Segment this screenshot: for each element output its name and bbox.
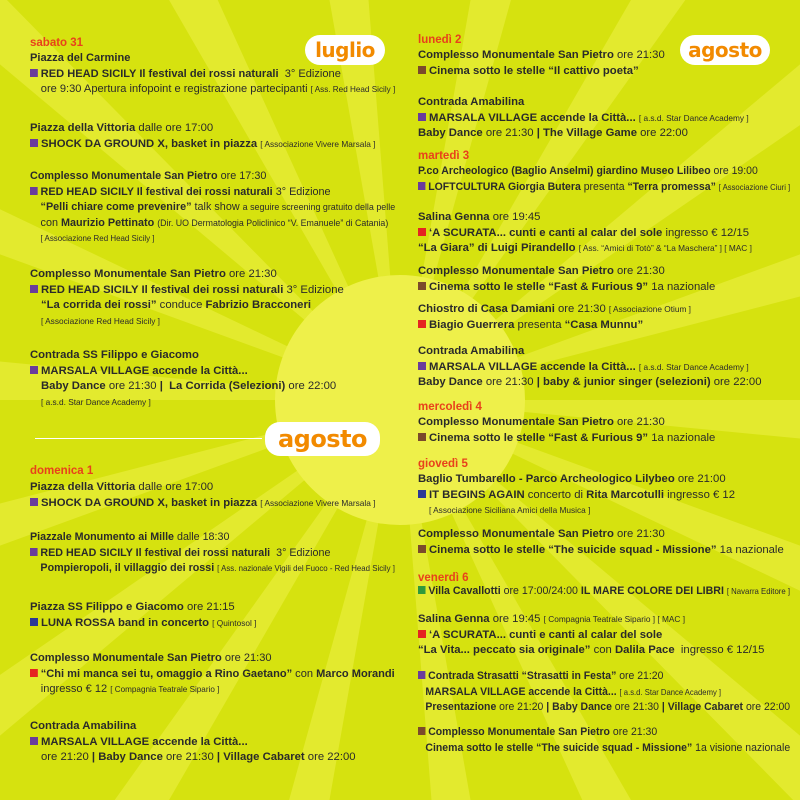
event-organizer: [ Associazione Vivere Marsala ]: [260, 497, 376, 508]
day-mercoledi-4: [418, 400, 482, 416]
event-edition: 3° Edizione: [275, 185, 331, 198]
category-marker-icon: [30, 285, 38, 293]
category-marker-icon: [418, 320, 426, 328]
event-entry: Contrada Amabilina MARSALA VILLAGE accende la Città... ore 21:20 | Baby Dance ore 21:30 | Village Cabaret ore 22:00: [30, 720, 356, 764]
month-heading-agosto-right: agosto: [680, 35, 770, 65]
event-subtitle: “La Vita... peccato sia originale”: [418, 644, 591, 657]
event-person: Dalila Pace: [614, 644, 675, 657]
category-marker-icon: [30, 366, 38, 374]
event-connector: presenta: [517, 318, 562, 331]
event-place: P.co Archeologico (Baglio Anselmi) giardino Museo Lilibeo: [418, 165, 711, 177]
event-subtitle: “La Giara” di Luigi Pirandello: [418, 242, 576, 255]
event-title: IT BEGINS AGAIN: [429, 488, 525, 501]
event-title: Cinema sotto le stelle “Fast & Furious 9”: [429, 431, 649, 444]
event-organizer: [ Associazione Red Head Sicily ]: [41, 315, 160, 326]
event-organizer: [ Associazione Red Head Sicily ]: [40, 233, 155, 244]
event-work: “Terra promessa”: [627, 180, 716, 193]
event-time: dalle ore 17:00: [138, 122, 214, 134]
event-place: Complesso Monumentale San Pietro: [428, 726, 610, 738]
event-note: 1a visione nazionale: [695, 741, 791, 754]
category-marker-icon: [30, 187, 38, 195]
event-activity: Baby Dance: [418, 376, 483, 389]
event-entry: Contrada Amabilina MARSALA VILLAGE accende la Città... [ a.s.d. Star Dance Academy ] Baby Dance ore 21:30 | baby & junior singer (selezioni) ore 22:00: [418, 345, 762, 389]
event-entry: [418, 725, 800, 756]
event-entry: [418, 527, 784, 558]
event-time: ore 21:30: [166, 751, 214, 764]
event-time: ore 22:00: [745, 701, 791, 714]
event-activity: Baby Dance: [552, 701, 612, 714]
date-label: martedì 3: [418, 150, 470, 162]
event-activity: Baby Dance: [418, 127, 483, 140]
event-place: Contrada Strasatti “Strasatti in Festa”: [428, 670, 617, 682]
event-work: “Casa Munnu”: [564, 318, 644, 331]
event-entry: Contrada Amabilina MARSALA VILLAGE accende la Città... [ a.s.d. Star Dance Academy ] Baby Dance ore 21:30 | The Village Game ore 22:00: [418, 96, 749, 140]
event-con: con: [40, 216, 58, 229]
event-title: MARSALA VILLAGE accende la Città...: [41, 735, 248, 748]
event-title: Cinema sotto le stelle “Fast & Furious 9”: [429, 280, 649, 293]
event-time: ore 21:30: [229, 268, 277, 280]
event-activity: Baby Dance: [98, 751, 163, 764]
event-time: ore 21:30: [614, 701, 659, 714]
section-divider: [35, 438, 262, 439]
event-price: ingresso € 12/15: [665, 226, 749, 239]
event-edition: 3° Edizione: [284, 67, 341, 80]
event-title: SHOCK DA GROUND X, basket in piazza: [41, 137, 258, 150]
category-marker-icon: [418, 586, 426, 594]
event-time: ore 17:30: [220, 170, 267, 182]
event-edition: 3° Edizione: [286, 283, 344, 296]
date-label: mercoledì 4: [418, 401, 482, 413]
event-person: Marco Morandi: [316, 667, 395, 680]
event-entry: [30, 169, 411, 247]
event-title: MARSALA VILLAGE accende la Città...: [429, 360, 636, 373]
event-organizer: [ Associazione Siciliana Amici della Musica ]: [429, 505, 591, 516]
event-title: Cinema sotto le stelle “Il cattivo poeta”: [429, 64, 639, 77]
event-organizer: [ Quintosol ]: [212, 617, 257, 628]
event-title: MARSALA VILLAGE accende la Città...: [429, 111, 636, 124]
event-place: Villa Cavallotti: [428, 585, 501, 597]
event-title: Biagio Guerrera: [429, 318, 515, 331]
event-time: dalle 18:30: [176, 531, 230, 543]
event-subtitle: Pompieropoli, il villaggio dei rossi: [40, 562, 215, 575]
date-label: domenica 1: [30, 465, 94, 477]
category-marker-icon: [30, 618, 38, 626]
event-note: 1a nazionale: [719, 543, 784, 556]
event-entry: [418, 584, 800, 600]
event-title: MARSALA VILLAGE accende la Città...: [425, 685, 617, 698]
event-note: 1a nazionale: [651, 280, 716, 293]
event-title: ‘A SCURATA... cunti e canti al calar del sole: [429, 226, 663, 239]
event-time: ore 21:30: [108, 380, 157, 393]
event-time: ore 19:45: [492, 613, 541, 625]
event-entry: [418, 210, 752, 257]
event-organizer: [ Associazione Ciuri ]: [718, 181, 791, 192]
event-title: ‘A SCURATA... cunti e canti al calar del sole: [429, 628, 663, 641]
date-label: sabato 31: [30, 37, 84, 49]
day-sabato-31: [30, 36, 83, 52]
category-marker-icon: [30, 69, 38, 77]
event-person: Maurizio Pettinato: [61, 216, 155, 229]
event-time: ore 21:30: [612, 726, 658, 738]
event-talk-note: a seguire screening gratuito della pelle: [242, 202, 396, 213]
category-marker-icon: [418, 282, 426, 290]
event-person: Rita Marcotulli: [586, 488, 665, 501]
event-info: ore 9:30 Apertura infopoint e registrazione partecipanti: [40, 83, 308, 96]
event-place: Piazza del Carmine: [30, 52, 131, 64]
event-talk-type: talk show: [194, 201, 240, 214]
event-organizer: [ a.s.d. Star Dance Academy ]: [619, 686, 722, 697]
event-organizer: [ a.s.d. Star Dance Academy ]: [638, 112, 749, 123]
event-time: ore 19:00: [713, 165, 758, 177]
event-entry: [30, 530, 415, 577]
event-time: ore 17:00/24:00: [503, 585, 578, 597]
event-entry: Contrada SS Filippo e Giacomo MARSALA VILLAGE accende la Città... Baby Dance ore 21:30 | La Corrida (Selezioni) ore 22:00 [ a.s.d. Star Dance Academy ]: [30, 348, 336, 410]
event-activity: Baby Dance: [41, 380, 106, 393]
event-organizer: [ a.s.d. Star Dance Academy ]: [638, 361, 749, 372]
event-connector: concerto di: [527, 488, 584, 501]
event-organizer: [ Compagnia Teatrale Sipario ] [ MAC ]: [543, 614, 686, 624]
event-host: Fabrizio Bracconeri: [205, 299, 311, 312]
event-place: Contrada Amabilina: [418, 96, 525, 108]
event-place: Piazza della Vittoria: [30, 481, 136, 493]
event-title: MARSALA VILLAGE accende la Città...: [41, 364, 248, 377]
event-time: ore 21:30: [485, 127, 534, 140]
day-giovedi-5: [418, 457, 468, 473]
event-edition: 3° Edizione: [276, 546, 331, 559]
event-time: ore 21:30: [617, 528, 665, 540]
event-time: ore 21:20: [41, 751, 89, 764]
event-organizer: [ Navarra Editore ]: [726, 586, 791, 596]
event-organizer: [ Ass. Red Head Sicily ]: [310, 84, 396, 95]
month-heading-luglio: luglio: [305, 35, 385, 65]
event-title: Cinema sotto le stelle “The suicide squad - Missione”: [429, 543, 717, 556]
event-entry: [418, 612, 764, 659]
category-marker-icon: [418, 630, 426, 638]
date-label: lunedì 2: [418, 34, 462, 46]
event-time: ore 22:00: [640, 127, 688, 140]
category-marker-icon: [418, 362, 426, 370]
event-title: RED HEAD SICILY Il festival dei rossi naturali: [40, 67, 279, 80]
event-entry: [418, 415, 715, 446]
event-place: Complesso Monumentale San Pietro: [30, 170, 218, 182]
category-marker-icon: [30, 669, 38, 677]
event-price: ingresso € 12: [40, 683, 108, 696]
event-entry: [418, 164, 800, 195]
event-place: Piazza SS Filippo e Giacomo: [30, 601, 184, 613]
event-entry: Contrada Strasatti “Strasatti in Festa” ore 21:20 MARSALA VILLAGE accende la Città... [ a.s.d. Star Dance Academy ] Presentazione ore 21:20 | Baby Dance ore 21:30 | Village Cabaret ore 22:00: [418, 669, 800, 716]
event-place: Chiostro di Casa Damiani: [418, 303, 555, 315]
event-title: IL MARE COLORE DEI LIBRI: [580, 585, 724, 597]
day-domenica-1: [30, 464, 93, 480]
event-show-note: conduce: [159, 299, 203, 312]
event-time: ore 21:30: [617, 265, 665, 277]
event-person-note: (Dir. UO Dermatologia Policlinico “V. Emanuele” di Catania): [157, 217, 389, 228]
category-marker-icon: [418, 66, 426, 74]
event-time: ore 21:20: [499, 701, 544, 714]
event-entry: [30, 651, 403, 698]
event-organizer: [ Associazione Vivere Marsala ]: [260, 138, 376, 149]
event-time: ore 21:30: [485, 376, 534, 389]
event-activity: La Corrida (Selezioni): [169, 380, 286, 393]
event-show: “La corrida dei rossi”: [41, 299, 157, 312]
event-con: con: [295, 667, 314, 680]
event-activity: Village Cabaret: [667, 701, 744, 714]
event-connector: presenta: [583, 180, 625, 193]
event-place: Baglio Tumbarello - Parco Archeologico Lilybeo: [418, 473, 675, 485]
event-time: ore 19:45: [492, 211, 541, 223]
event-title: SHOCK DA GROUND X, basket in piazza: [41, 496, 258, 509]
event-entry: [30, 267, 344, 329]
event-title: Cinema sotto le stelle “The suicide squad - Missione”: [425, 741, 693, 754]
category-marker-icon: [30, 737, 38, 745]
event-time: dalle ore 17:00: [138, 481, 214, 493]
category-marker-icon: [30, 139, 38, 147]
event-place: Complesso Monumentale San Pietro: [30, 268, 226, 280]
event-note: 1a nazionale: [651, 431, 716, 444]
event-organizer: [ Associazione Otium ]: [608, 304, 691, 314]
event-time: ore 22:00: [307, 751, 356, 764]
event-title: RED HEAD SICILY Il festival dei rossi naturali: [40, 185, 273, 198]
event-title: RED HEAD SICILY Il festival dei rossi naturali: [40, 546, 271, 559]
event-title: “Chi mi manca sei tu, omaggio a Rino Gaetano”: [40, 667, 293, 680]
category-marker-icon: [418, 182, 425, 190]
event-place: Contrada Amabilina: [418, 345, 525, 357]
event-place: Contrada Amabilina: [30, 720, 137, 732]
date-label: venerdì 6: [418, 572, 469, 584]
event-entry: [418, 264, 715, 295]
event-time: ore 21:30: [224, 652, 272, 664]
event-entry: [418, 472, 735, 519]
day-martedi-3: [418, 149, 469, 165]
event-price: ingresso € 12: [667, 488, 735, 501]
event-time: ore 21:30: [617, 416, 665, 428]
event-place: Contrada SS Filippo e Giacomo: [30, 349, 199, 361]
event-place: Complesso Monumentale San Pietro: [30, 652, 222, 664]
event-place: Complesso Monumentale San Pietro: [418, 49, 614, 61]
category-marker-icon: [418, 545, 426, 553]
event-time: ore 21:30: [558, 303, 606, 315]
event-place: Complesso Monumentale San Pietro: [418, 265, 614, 277]
event-place: Salina Genna: [418, 613, 490, 625]
event-organizer: [ Ass. “Amici di Totò” & “La Maschera” ] [ MAC ]: [578, 243, 752, 254]
event-place: Complesso Monumentale San Pietro: [418, 528, 614, 540]
event-activity: baby & junior singer (selezioni): [543, 376, 711, 389]
date-label: giovedì 5: [418, 458, 468, 470]
event-time: ore 22:00: [713, 376, 762, 389]
event-title: LOFTCULTURA Giorgia Butera: [428, 180, 581, 193]
day-lunedi-2: [418, 33, 461, 49]
event-title: RED HEAD SICILY Il festival dei rossi naturali: [41, 283, 284, 296]
category-marker-icon: [418, 671, 425, 679]
event-time: ore 21:00: [677, 473, 726, 485]
event-place: Complesso Monumentale San Pietro: [418, 416, 614, 428]
event-time: ore 21:20: [619, 670, 664, 682]
event-entry: [30, 600, 256, 631]
category-marker-icon: [418, 113, 426, 121]
event-time: ore 22:00: [288, 380, 337, 393]
event-entry: [30, 121, 375, 152]
event-con: con: [593, 644, 612, 657]
event-organizer: [ Ass. nazionale Vigili del Fuoco - Red Head Sicily ]: [217, 563, 395, 574]
event-price: ingresso € 12/15: [680, 644, 765, 657]
event-place: Salina Genna: [418, 211, 490, 223]
event-time: ore 21:30: [617, 49, 665, 61]
category-marker-icon: [418, 490, 426, 498]
event-entry: [418, 48, 665, 79]
event-talk: “Pelli chiare come prevenire”: [40, 201, 192, 214]
event-place: Piazza della Vittoria: [30, 122, 136, 134]
event-activity: The Village Game: [543, 127, 637, 140]
category-marker-icon: [30, 498, 38, 506]
category-marker-icon: [418, 727, 425, 735]
month-heading-agosto-left: agosto: [265, 422, 380, 456]
event-activity: Presentazione: [425, 701, 497, 714]
event-entry: [30, 480, 375, 511]
event-title: LUNA ROSSA band in concerto: [41, 616, 209, 629]
event-entry: [418, 302, 691, 333]
category-marker-icon: [418, 228, 426, 236]
event-activity: Village Cabaret: [223, 751, 305, 764]
category-marker-icon: [418, 433, 426, 441]
event-place: Piazzale Monumento ai Mille: [30, 531, 175, 543]
category-marker-icon: [30, 548, 38, 556]
event-organizer: [ a.s.d. Star Dance Academy ]: [41, 396, 151, 407]
event-organizer: [ Compagnia Teatrale Sipario ]: [110, 684, 220, 695]
event-time: ore 21:15: [186, 601, 235, 613]
